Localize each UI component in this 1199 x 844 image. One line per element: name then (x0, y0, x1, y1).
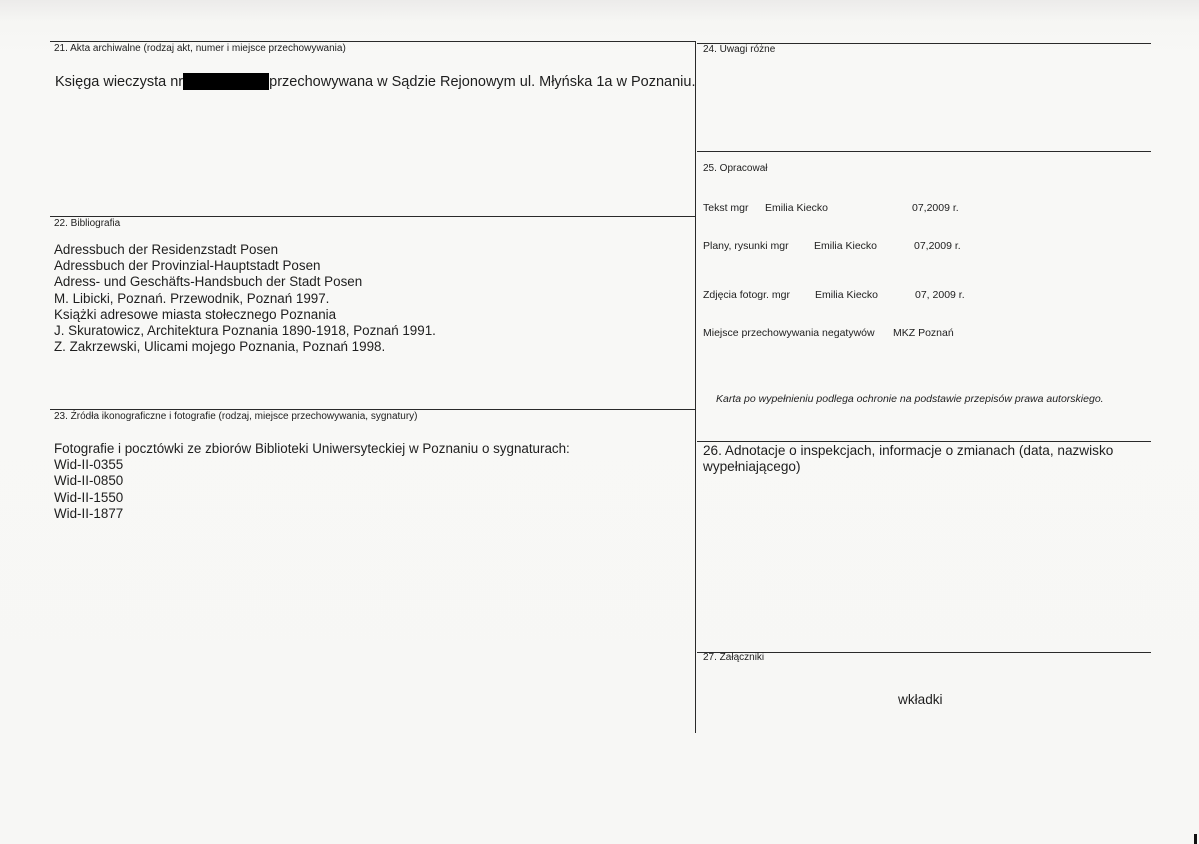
signature-item: Wid-II-1550 (54, 489, 124, 505)
bibliography-item: Z. Zakrzewski, Ulicami mojego Poznania, Poznań 1998. (54, 339, 386, 355)
section-24-label: 24. Uwagi różne (703, 44, 776, 55)
section-26-label (703, 443, 1113, 475)
section-21-top-line (50, 41, 695, 42)
negatives-location-label: Miejsce przechowywania negatywów (703, 327, 875, 339)
copyright-note: Karta po wypełnieniu podlega ochronie na podstawie przepisów prawa autorskiego. (716, 393, 1104, 405)
archival-records-suffix: przechowywana w Sądzie Rejonowym ul. Młyńska 1a w Poznaniu. (269, 74, 696, 90)
text-author-row (703, 202, 1143, 215)
section-27-top-line (697, 652, 1151, 653)
redaction-bar (183, 73, 269, 90)
section-22-label: 22. Bibliografia (54, 218, 121, 229)
text-author-label: Tekst mgr (703, 202, 749, 214)
bibliography-item: M. Libicki, Poznań. Przewodnik, Poznań 1997. (54, 290, 330, 306)
photos-author-row (703, 289, 1143, 302)
bibliography-item: Adressbuch der Provinzial-Hauptstadt Posen (54, 258, 321, 274)
drawings-author-label: Plany, rysunki mgr (703, 240, 789, 252)
negatives-location-row (703, 327, 1143, 340)
section-22-top-line (50, 216, 695, 217)
bibliography-item: J. Skuratowicz, Architektura Poznania 1890-1918, Poznań 1991. (54, 322, 436, 338)
drawings-author-name: Emilia Kiecko (814, 240, 878, 252)
bibliography-item: Adress- und Geschäfts-Handsbuch der Stadt Posen (54, 274, 363, 290)
section-21-label: 21. Akta archiwalne (rodzaj akt, numer i miejsce przechowywania) (54, 43, 346, 54)
drawings-author-date: 07,2009 r. (914, 240, 961, 252)
bibliography-item: Adressbuch der Residenzstadt Posen (54, 242, 279, 257)
section-26-top-line (697, 441, 1151, 442)
negatives-location-value: MKZ Poznań (893, 327, 954, 339)
iconographic-intro: Fotografie i pocztówki ze zbiorów Biblioteki Uniwersyteckiej w Poznaniu o sygnaturach: (54, 441, 570, 456)
archival-records-text (55, 73, 695, 91)
bibliography-item: Książki adresowe miasta stołecznego Poznania (54, 306, 337, 322)
scan-edge-mark (1194, 834, 1197, 844)
section-25-label: 25. Opracował (703, 163, 768, 174)
attachments-value: wkładki (898, 692, 943, 707)
section-27-label: 27. Załączniki (703, 652, 765, 663)
section-25-top-line (697, 151, 1151, 152)
archival-records-prefix: Księga wieczysta nr (55, 74, 184, 90)
iconographic-sources (54, 441, 570, 522)
signature-item: Wid-II-1877 (54, 505, 124, 521)
section-26-label-line2: wypełniającego) (703, 459, 801, 474)
text-author-name: Emilia Kiecko (765, 202, 829, 214)
section-23-top-line (50, 409, 695, 410)
photos-author-name: Emilia Kiecko (815, 289, 879, 301)
photos-author-label: Zdjęcia fotogr. mgr (703, 289, 790, 301)
signature-item: Wid-II-0850 (54, 473, 124, 489)
section-23-label: 23. Źródła ikonograficzne i fotografie (rodzaj, miejsce przechowywania, sygnatury) (54, 411, 418, 422)
text-author-date: 07,2009 r. (912, 202, 959, 214)
signature-item: Wid-II-0355 (54, 457, 124, 473)
photos-author-date: 07, 2009 r. (915, 289, 965, 301)
bibliography-list (54, 242, 436, 355)
drawings-author-row (703, 240, 1143, 253)
section-26-label-line1: 26. Adnotacje o inspekcjach, informacje o zmianach (data, nazwisko (703, 443, 1114, 458)
center-column-divider (695, 41, 696, 733)
